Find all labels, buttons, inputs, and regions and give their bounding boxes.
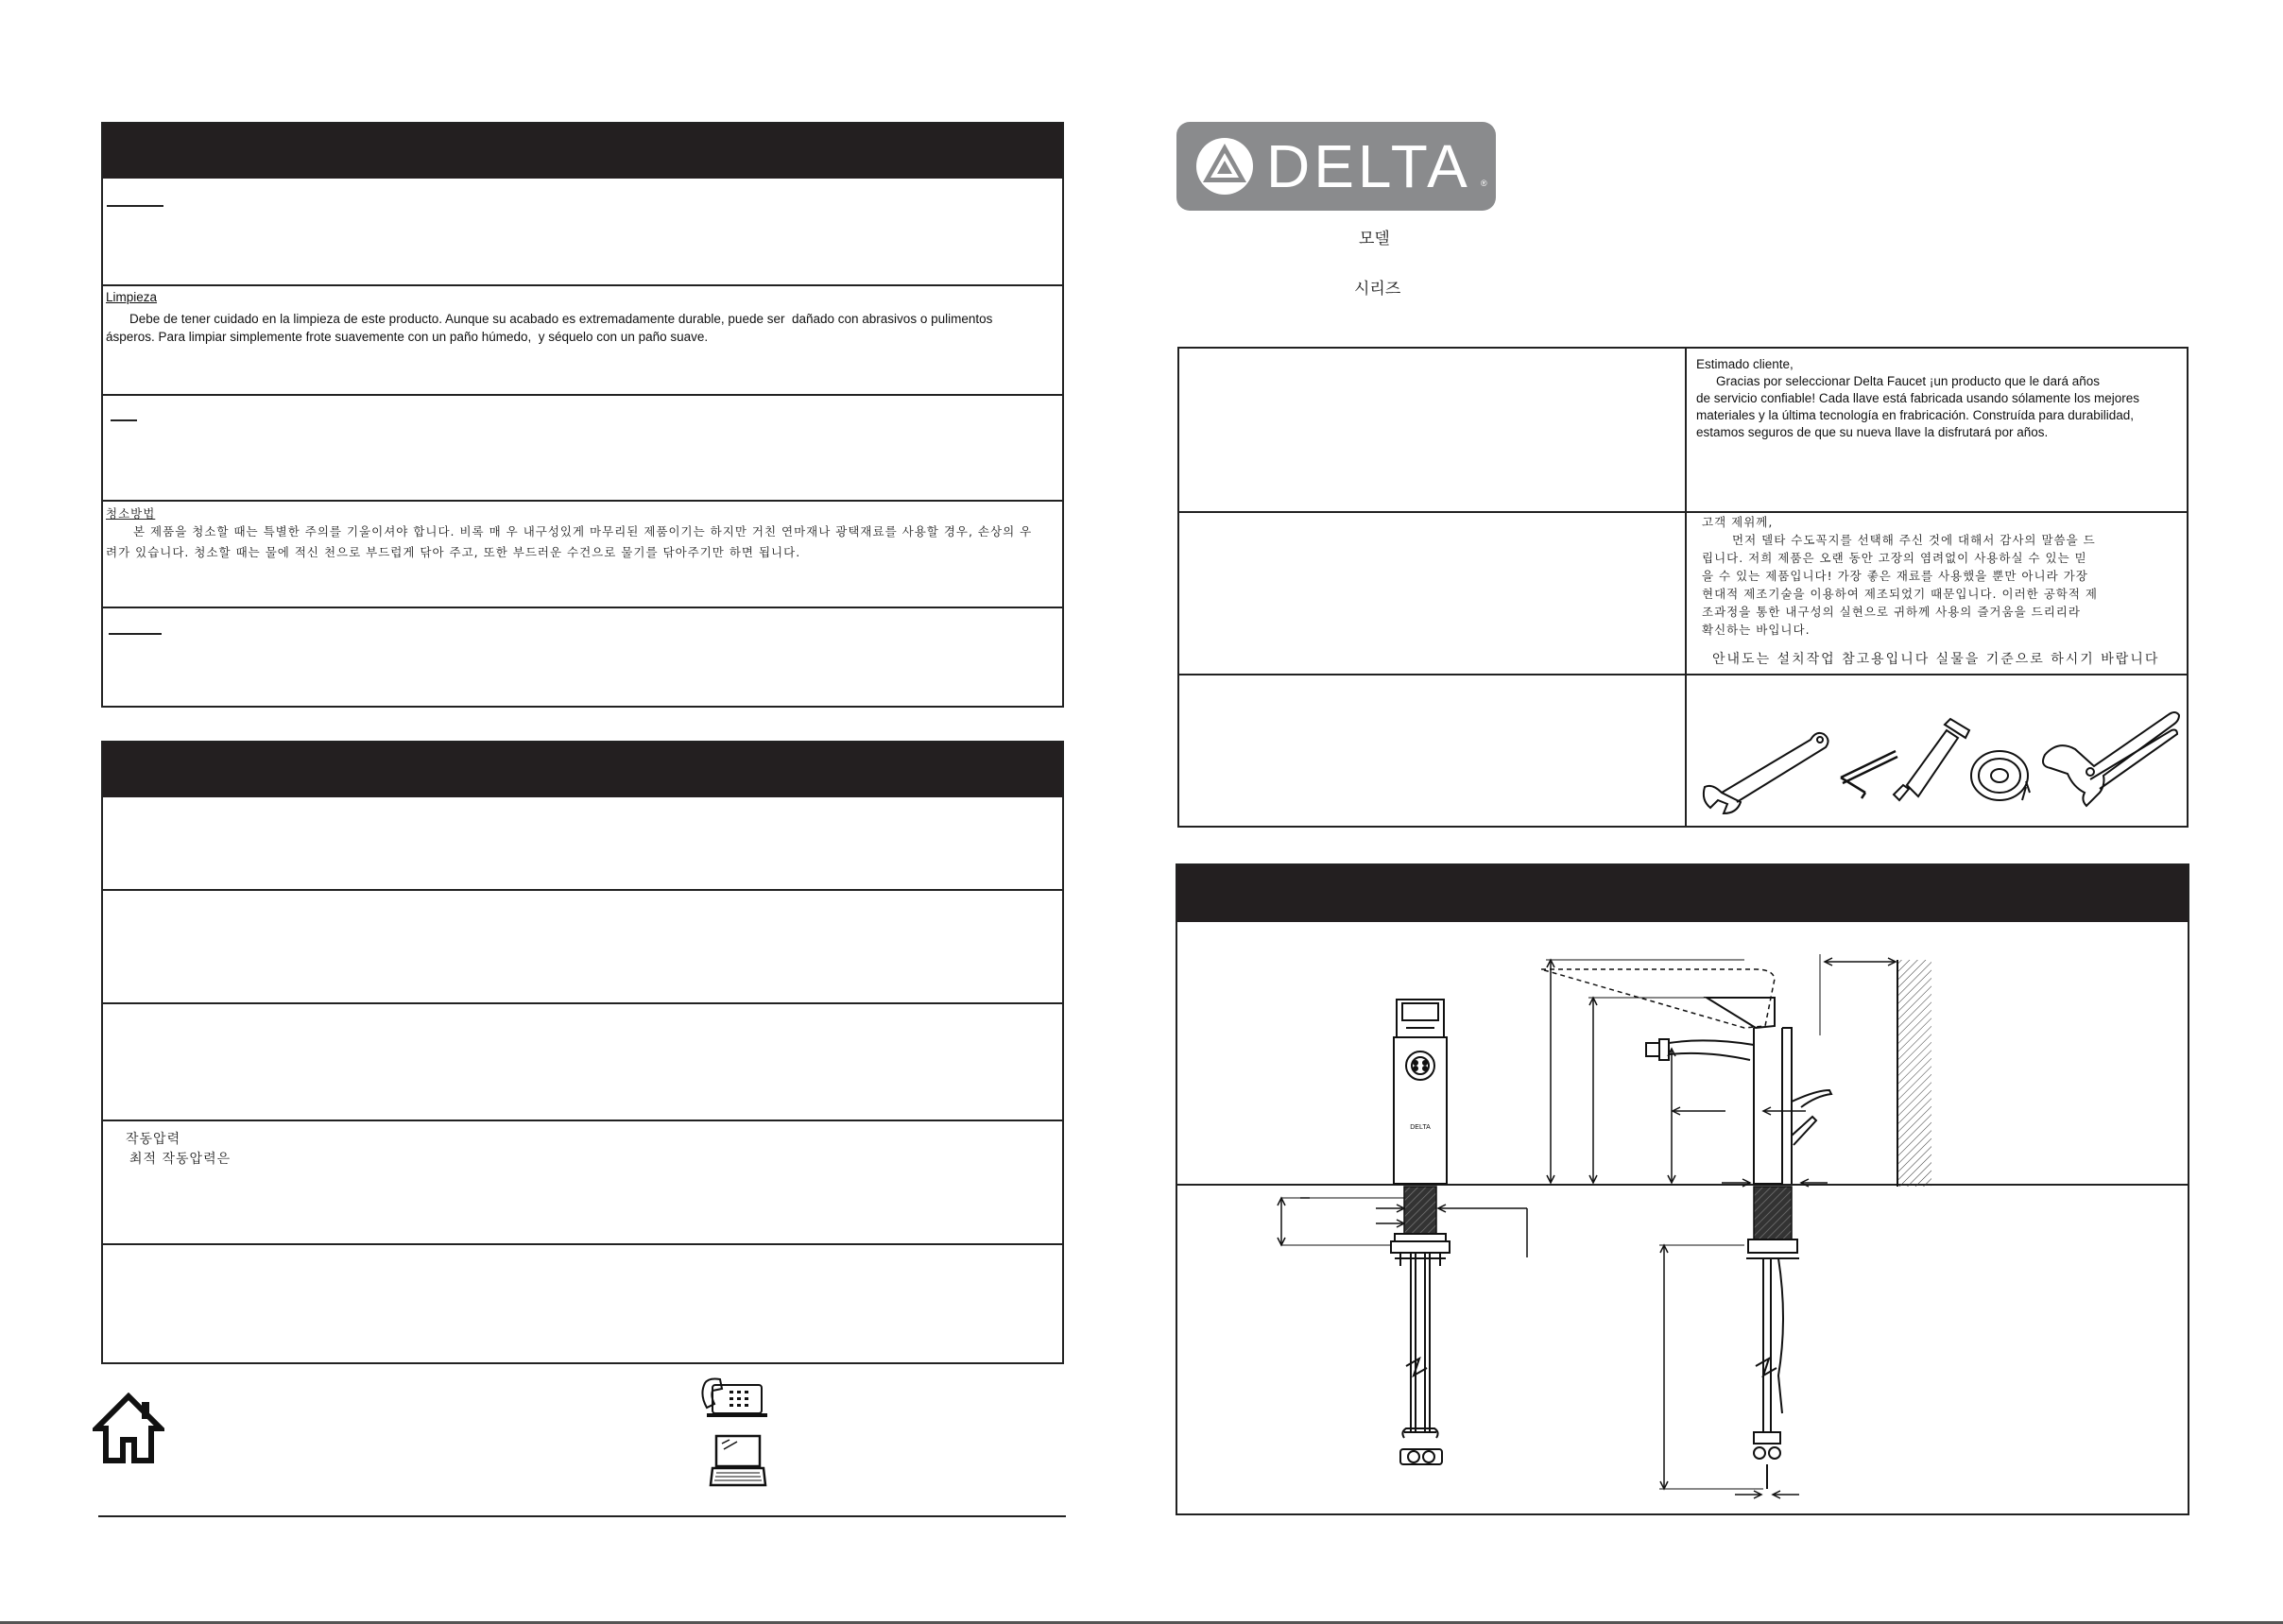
- wall: [1897, 960, 1931, 1187]
- trademark-symbol: ®: [1481, 179, 1487, 188]
- divider: [1179, 674, 2187, 675]
- plumbers-tape-icon: [1971, 751, 2030, 800]
- welcome-line-es: materiales y la última tecnología en frabricación. Construída para durabilidad,: [1696, 408, 2135, 422]
- installation-note-ko: 안내도는 설치작업 참고용입니다 실물을 기준으로 하시기 바랍니다: [1712, 652, 2160, 667]
- welcome-line-ko: 립니다. 저희 제품은 오랜 동안 고장의 염려없이 사용하실 수 있는 믿: [1702, 551, 2087, 565]
- column-divider: [1685, 349, 1687, 826]
- welcome-line-ko: 현대적 제조기술을 이용하여 제조되었기 때문입니다. 이러한 공학적 제: [1702, 587, 2098, 601]
- cleaning-text-es-line1: Debe de tener cuidado en la limpieza de este producto. Aunque su acabado es extremadamente durable, puede ser dañado con abrasivos o pulimentos: [129, 312, 993, 326]
- welcome-greeting-es: Estimado cliente,: [1696, 357, 1794, 371]
- welcome-line-es: Gracias por seleccionar Delta Faucet ¡un producto que le dará años: [1716, 374, 2100, 388]
- divider: [103, 284, 1062, 286]
- divider: [103, 1120, 1062, 1121]
- tools-illustration: [1699, 702, 2181, 819]
- laptop-icon: [709, 1434, 767, 1489]
- divider: [1179, 511, 2187, 513]
- hex-key-icon: [1841, 751, 1897, 798]
- divider: [103, 607, 1062, 608]
- faucet-dimension-diagram: [1177, 922, 2188, 1513]
- front-view: [1394, 1000, 1447, 1184]
- pressure-text: 최적 작동압력은: [129, 1152, 232, 1167]
- divider: [103, 500, 1062, 502]
- model-label: 모델: [1359, 230, 1390, 248]
- cleaning-heading-ko: 청소방법: [106, 506, 156, 521]
- home-icon: [93, 1393, 164, 1464]
- cleaning-text-es-line2: ásperos. Para limpiar simplemente frote suavemente con un paño húmedo, y séquelo con un paño suave.: [106, 330, 709, 344]
- pressure-title: 작동압력: [126, 1132, 181, 1147]
- pliers-icon: [2043, 712, 2179, 806]
- front-dimensions: [1278, 1198, 1527, 1257]
- heading-underline: [107, 205, 163, 207]
- faucet-badge-label: DELTA: [1410, 1124, 1431, 1131]
- footer-rule: [98, 1515, 1066, 1517]
- wrench-icon: [1704, 733, 1828, 813]
- care-header-bar: [103, 124, 1062, 179]
- heading-underline: [109, 633, 162, 635]
- divider: [103, 394, 1062, 396]
- divider: [103, 889, 1062, 891]
- cleaning-text-ko-line2: 려가 있습니다. 청소할 때는 물에 적신 천으로 부드럽게 닦아 주고, 또한 부드러운 수건으로 물기를 닦아주기만 하면 됩니다.: [106, 545, 801, 559]
- welcome-line-es: estamos seguros de que su nueva llave la disfrutará por años.: [1696, 425, 2049, 439]
- cleaning-heading-es: Limpieza: [106, 290, 158, 304]
- welcome-greeting-ko: 고객 제위께,: [1702, 515, 1774, 529]
- specs-header-bar: [103, 743, 1062, 797]
- dimensions-header-bar: [1177, 865, 2188, 922]
- logo-wordmark: DELTA: [1266, 132, 1471, 200]
- series-label: 시리즈: [1354, 280, 1401, 299]
- delta-triangle-icon: [1192, 135, 1258, 197]
- welcome-line-ko: 조과정을 통한 내구성의 실현으로 귀하께 사용의 즐거움을 드리리라: [1702, 605, 2081, 619]
- cleaning-text-ko-line1: 본 제품을 청소할 때는 특별한 주의를 기울이셔야 합니다. 비록 매 우 내구성있게 마무리된 제품이기는 하지만 거친 연마재나 광택재료를 사용할 경우, 손상의 우: [133, 524, 1033, 538]
- side-view: [1541, 969, 1831, 1184]
- welcome-box: [1177, 347, 2189, 828]
- front-shank: [1404, 1187, 1436, 1234]
- specs-box: [101, 741, 1064, 1364]
- sealant-tube-icon: [1894, 719, 1969, 800]
- front-mounting: [1391, 1234, 1450, 1464]
- side-dimensions: [1546, 954, 1896, 1498]
- dimensions-box: [1176, 863, 2189, 1515]
- welcome-line-ko: 을 수 있는 제품입니다! 가장 좋은 재료를 사용했을 뿐만 아니라 가장: [1702, 569, 2088, 583]
- welcome-line-es: de servicio confiable! Cada llave está fabricada usando sólamente los mejores: [1696, 391, 2140, 405]
- divider: [103, 1002, 1062, 1004]
- care-box: [101, 122, 1064, 708]
- welcome-line-ko: 확신하는 바입니다.: [1702, 623, 1811, 637]
- telephone-fax-icon: [699, 1376, 769, 1419]
- heading-underline: [111, 419, 137, 421]
- delta-logo: [1176, 122, 1496, 211]
- side-mounting: [1746, 1239, 1799, 1489]
- divider: [103, 1243, 1062, 1245]
- welcome-line-ko: 먼저 델타 수도꼭지를 선택해 주신 것에 대해서 감사의 말씀을 드: [1732, 533, 2096, 547]
- side-shank: [1754, 1187, 1792, 1239]
